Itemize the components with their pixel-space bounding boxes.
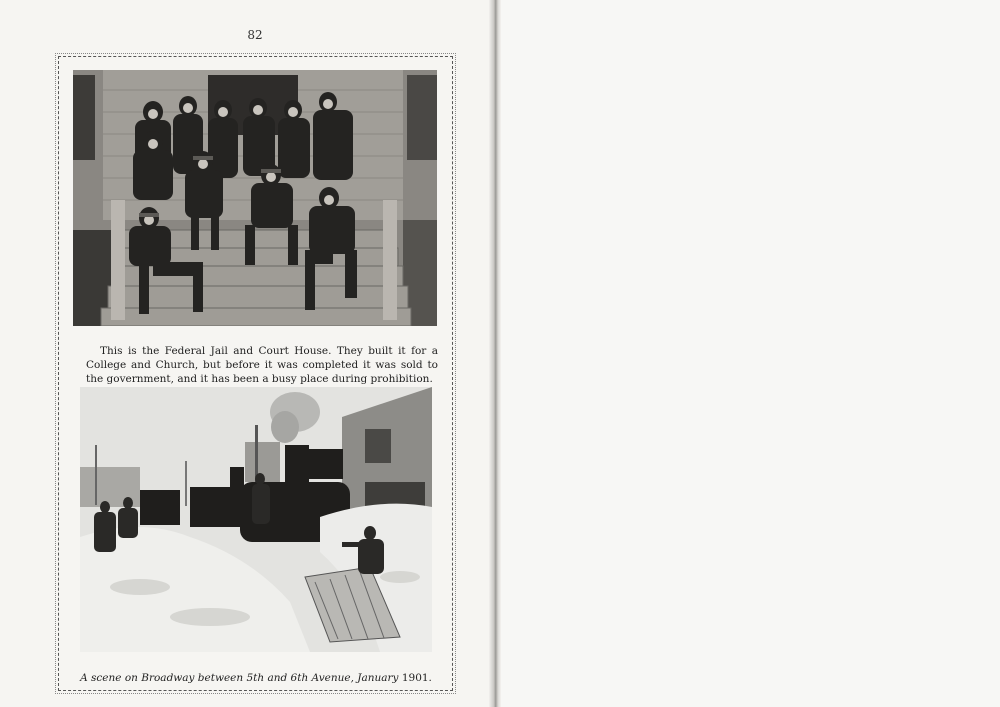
- courthouse-photo: [73, 70, 437, 326]
- broadway-caption: [64, 672, 448, 684]
- courthouse-photo-image: [73, 70, 437, 326]
- right-page-blank: [501, 0, 1000, 707]
- left-page: [0, 0, 493, 707]
- courthouse-caption: This is the Federal Jail and Court House. They built it for a College and Church, but before it was completed it was sold to the government, and it has been a busy place during prohibition.: [86, 344, 438, 385]
- broadway-snow-photo: [80, 387, 432, 652]
- broadway-snow-photo-image: [80, 387, 432, 652]
- broadway-caption-year: 1901.: [401, 671, 432, 684]
- book-gutter: [489, 0, 501, 707]
- broadway-caption-text: A scene on Broadway between 5th and 6th Avenue, January: [80, 671, 399, 684]
- page-number: 82: [247, 28, 263, 42]
